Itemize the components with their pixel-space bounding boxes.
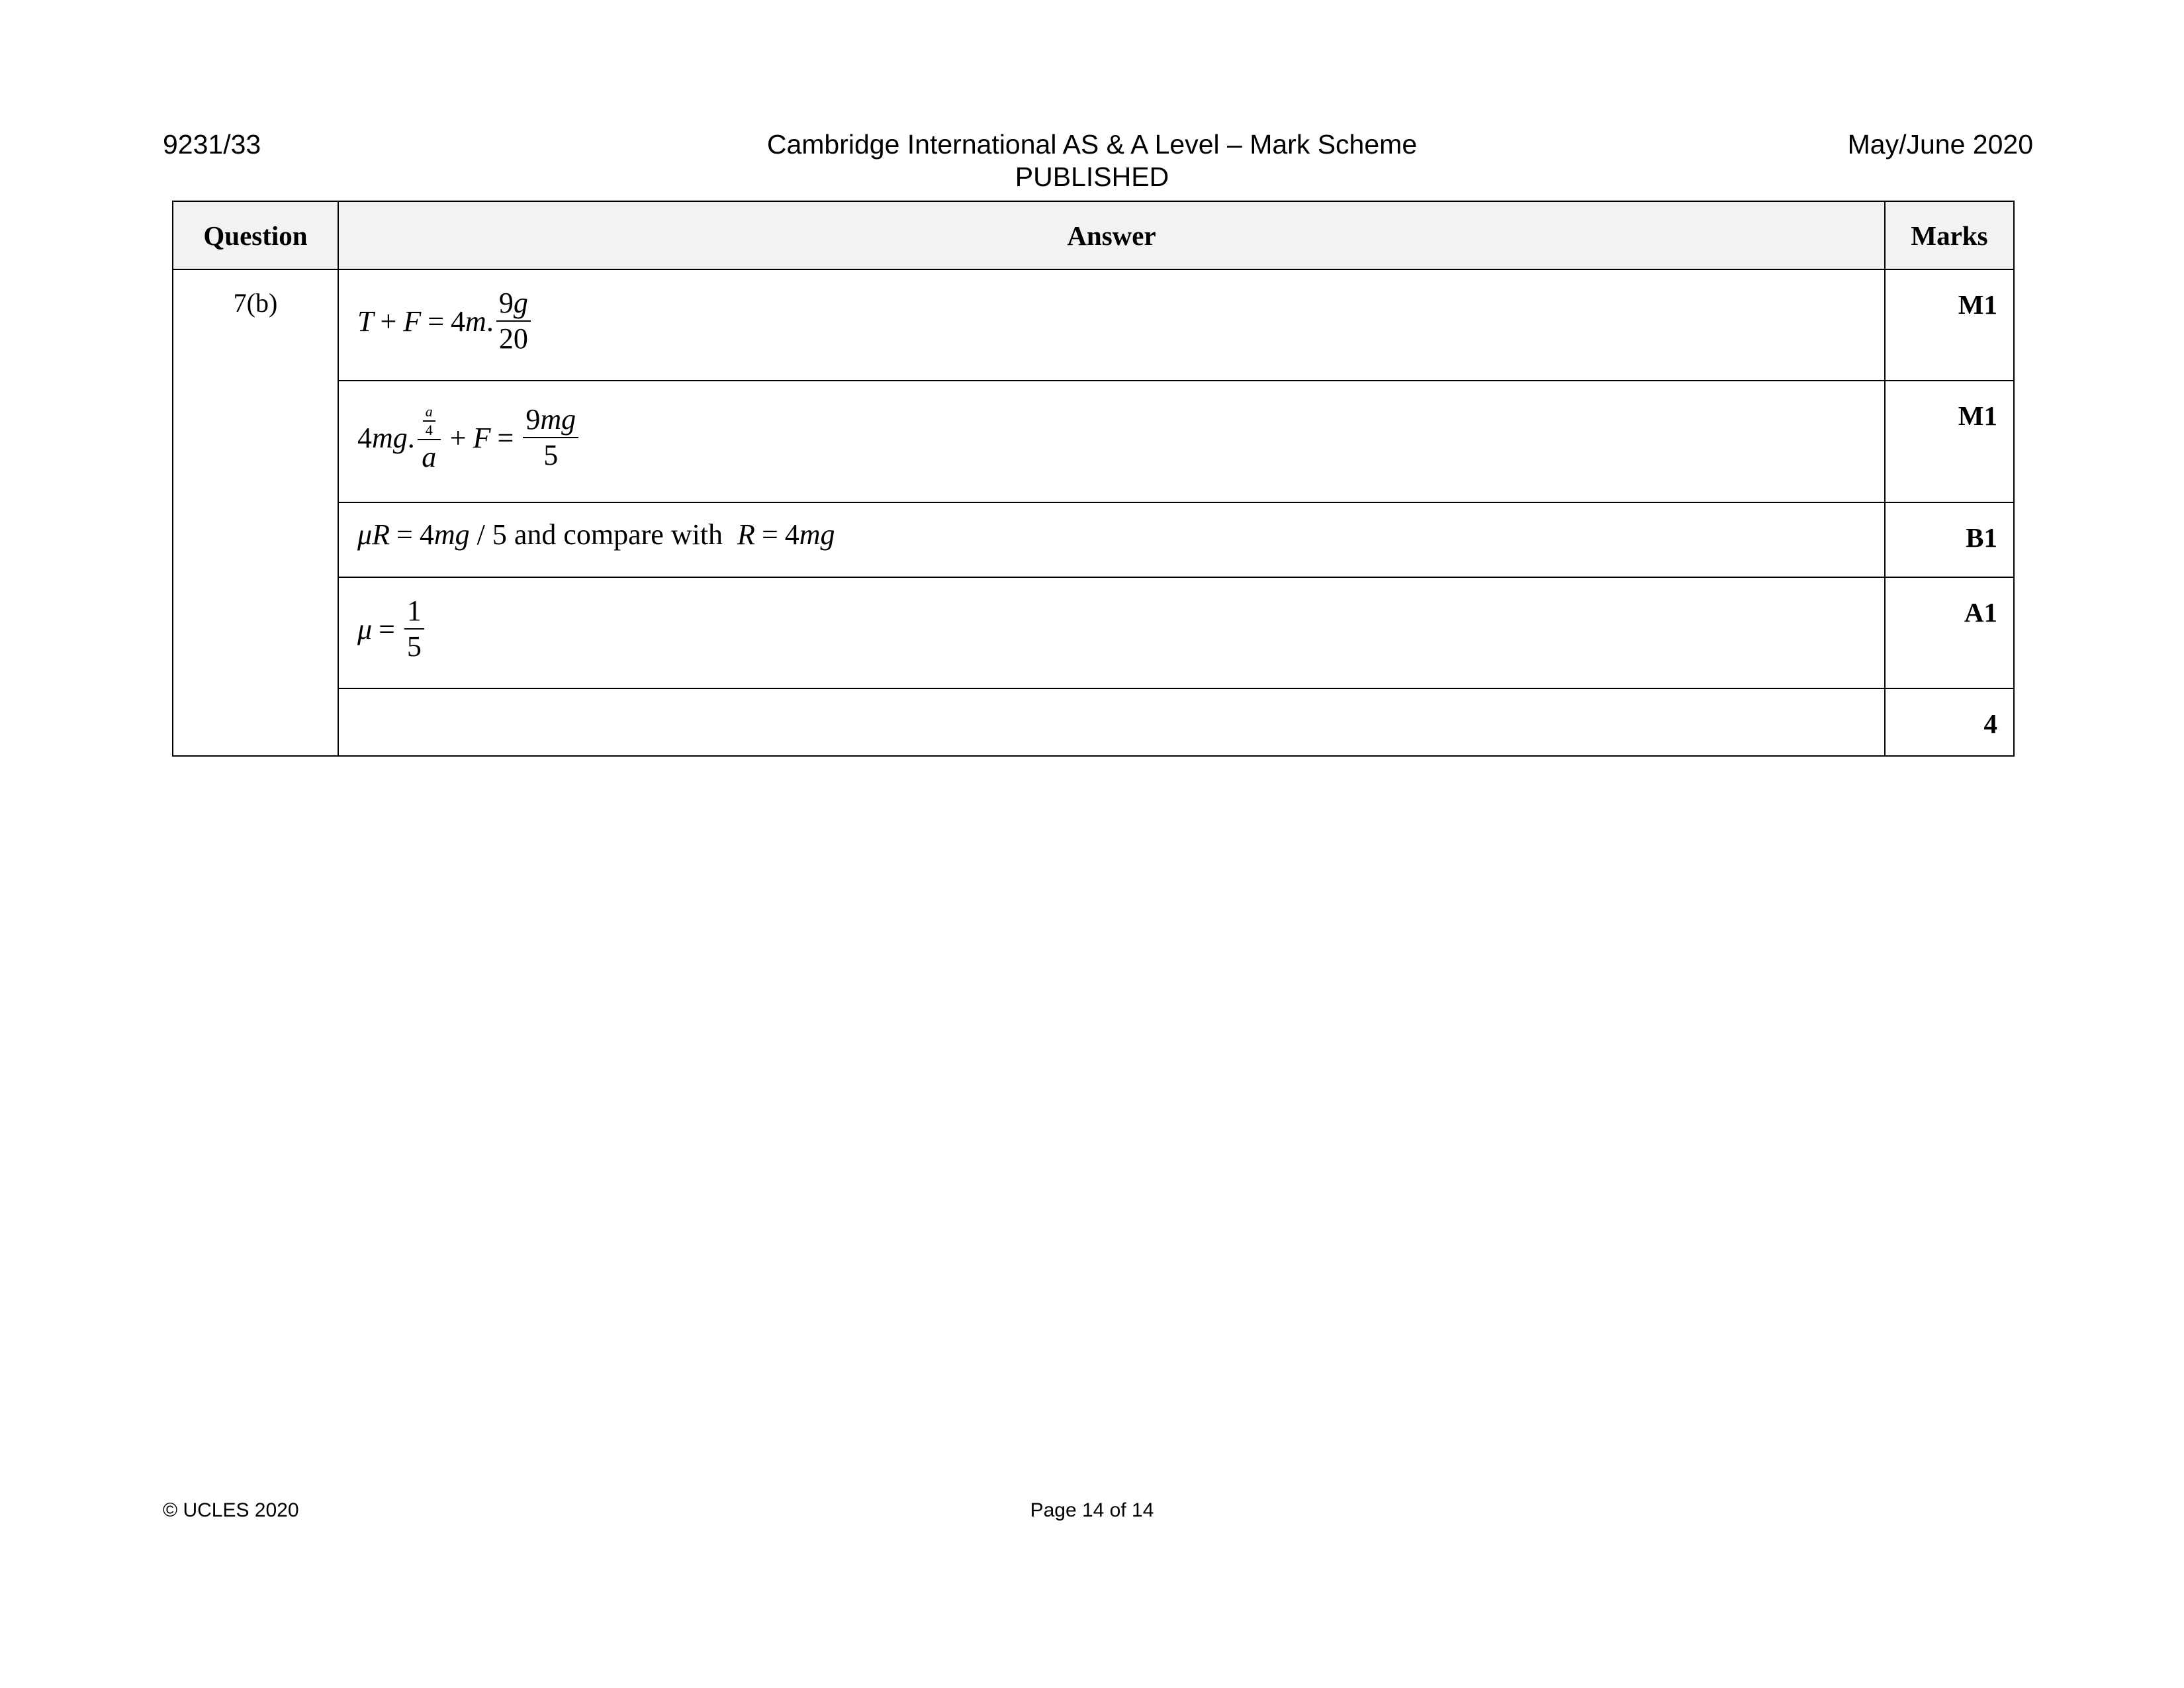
column-header-marks: Marks	[1885, 201, 2014, 269]
answer-cell-empty	[338, 688, 1885, 756]
answer-cell	[338, 577, 1885, 688]
answer-cell	[338, 502, 1885, 577]
copyright-notice: © UCLES 2020	[163, 1499, 299, 1521]
question-number: 7(b)	[173, 269, 338, 756]
exam-session: May/June 2020	[1847, 129, 2033, 160]
document-subtitle: PUBLISHED	[1015, 162, 1169, 192]
table-row	[173, 577, 2014, 688]
paper-code: 9231/33	[163, 129, 261, 160]
mark-cell: A1	[1885, 577, 2014, 688]
total-mark-cell: 4	[1885, 688, 2014, 756]
table-row	[173, 381, 2014, 502]
answer-equation-2: 4 mg . $\frac{\frac{a}{4}}{a}$ + F = $\frac{9mg}{5}$	[357, 381, 581, 475]
column-header-question: Question	[173, 201, 338, 269]
page-number: Page 14 of 14	[1030, 1499, 1154, 1521]
table-row	[173, 502, 2014, 577]
answer-cell	[338, 381, 1885, 502]
answer-cell	[338, 269, 1885, 381]
mark-cell: B1	[1885, 502, 2014, 577]
answer-equation-1: T + F = 4 m . $\frac{9g}{20}$	[357, 270, 533, 356]
column-header-answer: Answer	[338, 201, 1885, 269]
answer-equation-3: μ R = 4 mg / 5 and compare with R = 4 mg	[357, 518, 835, 551]
mark-scheme-table	[172, 201, 2015, 757]
answer-equation-4: μ = $\frac{1}{5}$	[357, 578, 427, 664]
table-header-row	[173, 201, 2014, 269]
document-title: Cambridge International AS & A Level – Mark Scheme	[766, 129, 1418, 160]
mark-cell: M1	[1885, 269, 2014, 381]
table-row	[173, 269, 2014, 381]
mark-cell: M1	[1885, 381, 2014, 502]
table-row	[173, 688, 2014, 756]
